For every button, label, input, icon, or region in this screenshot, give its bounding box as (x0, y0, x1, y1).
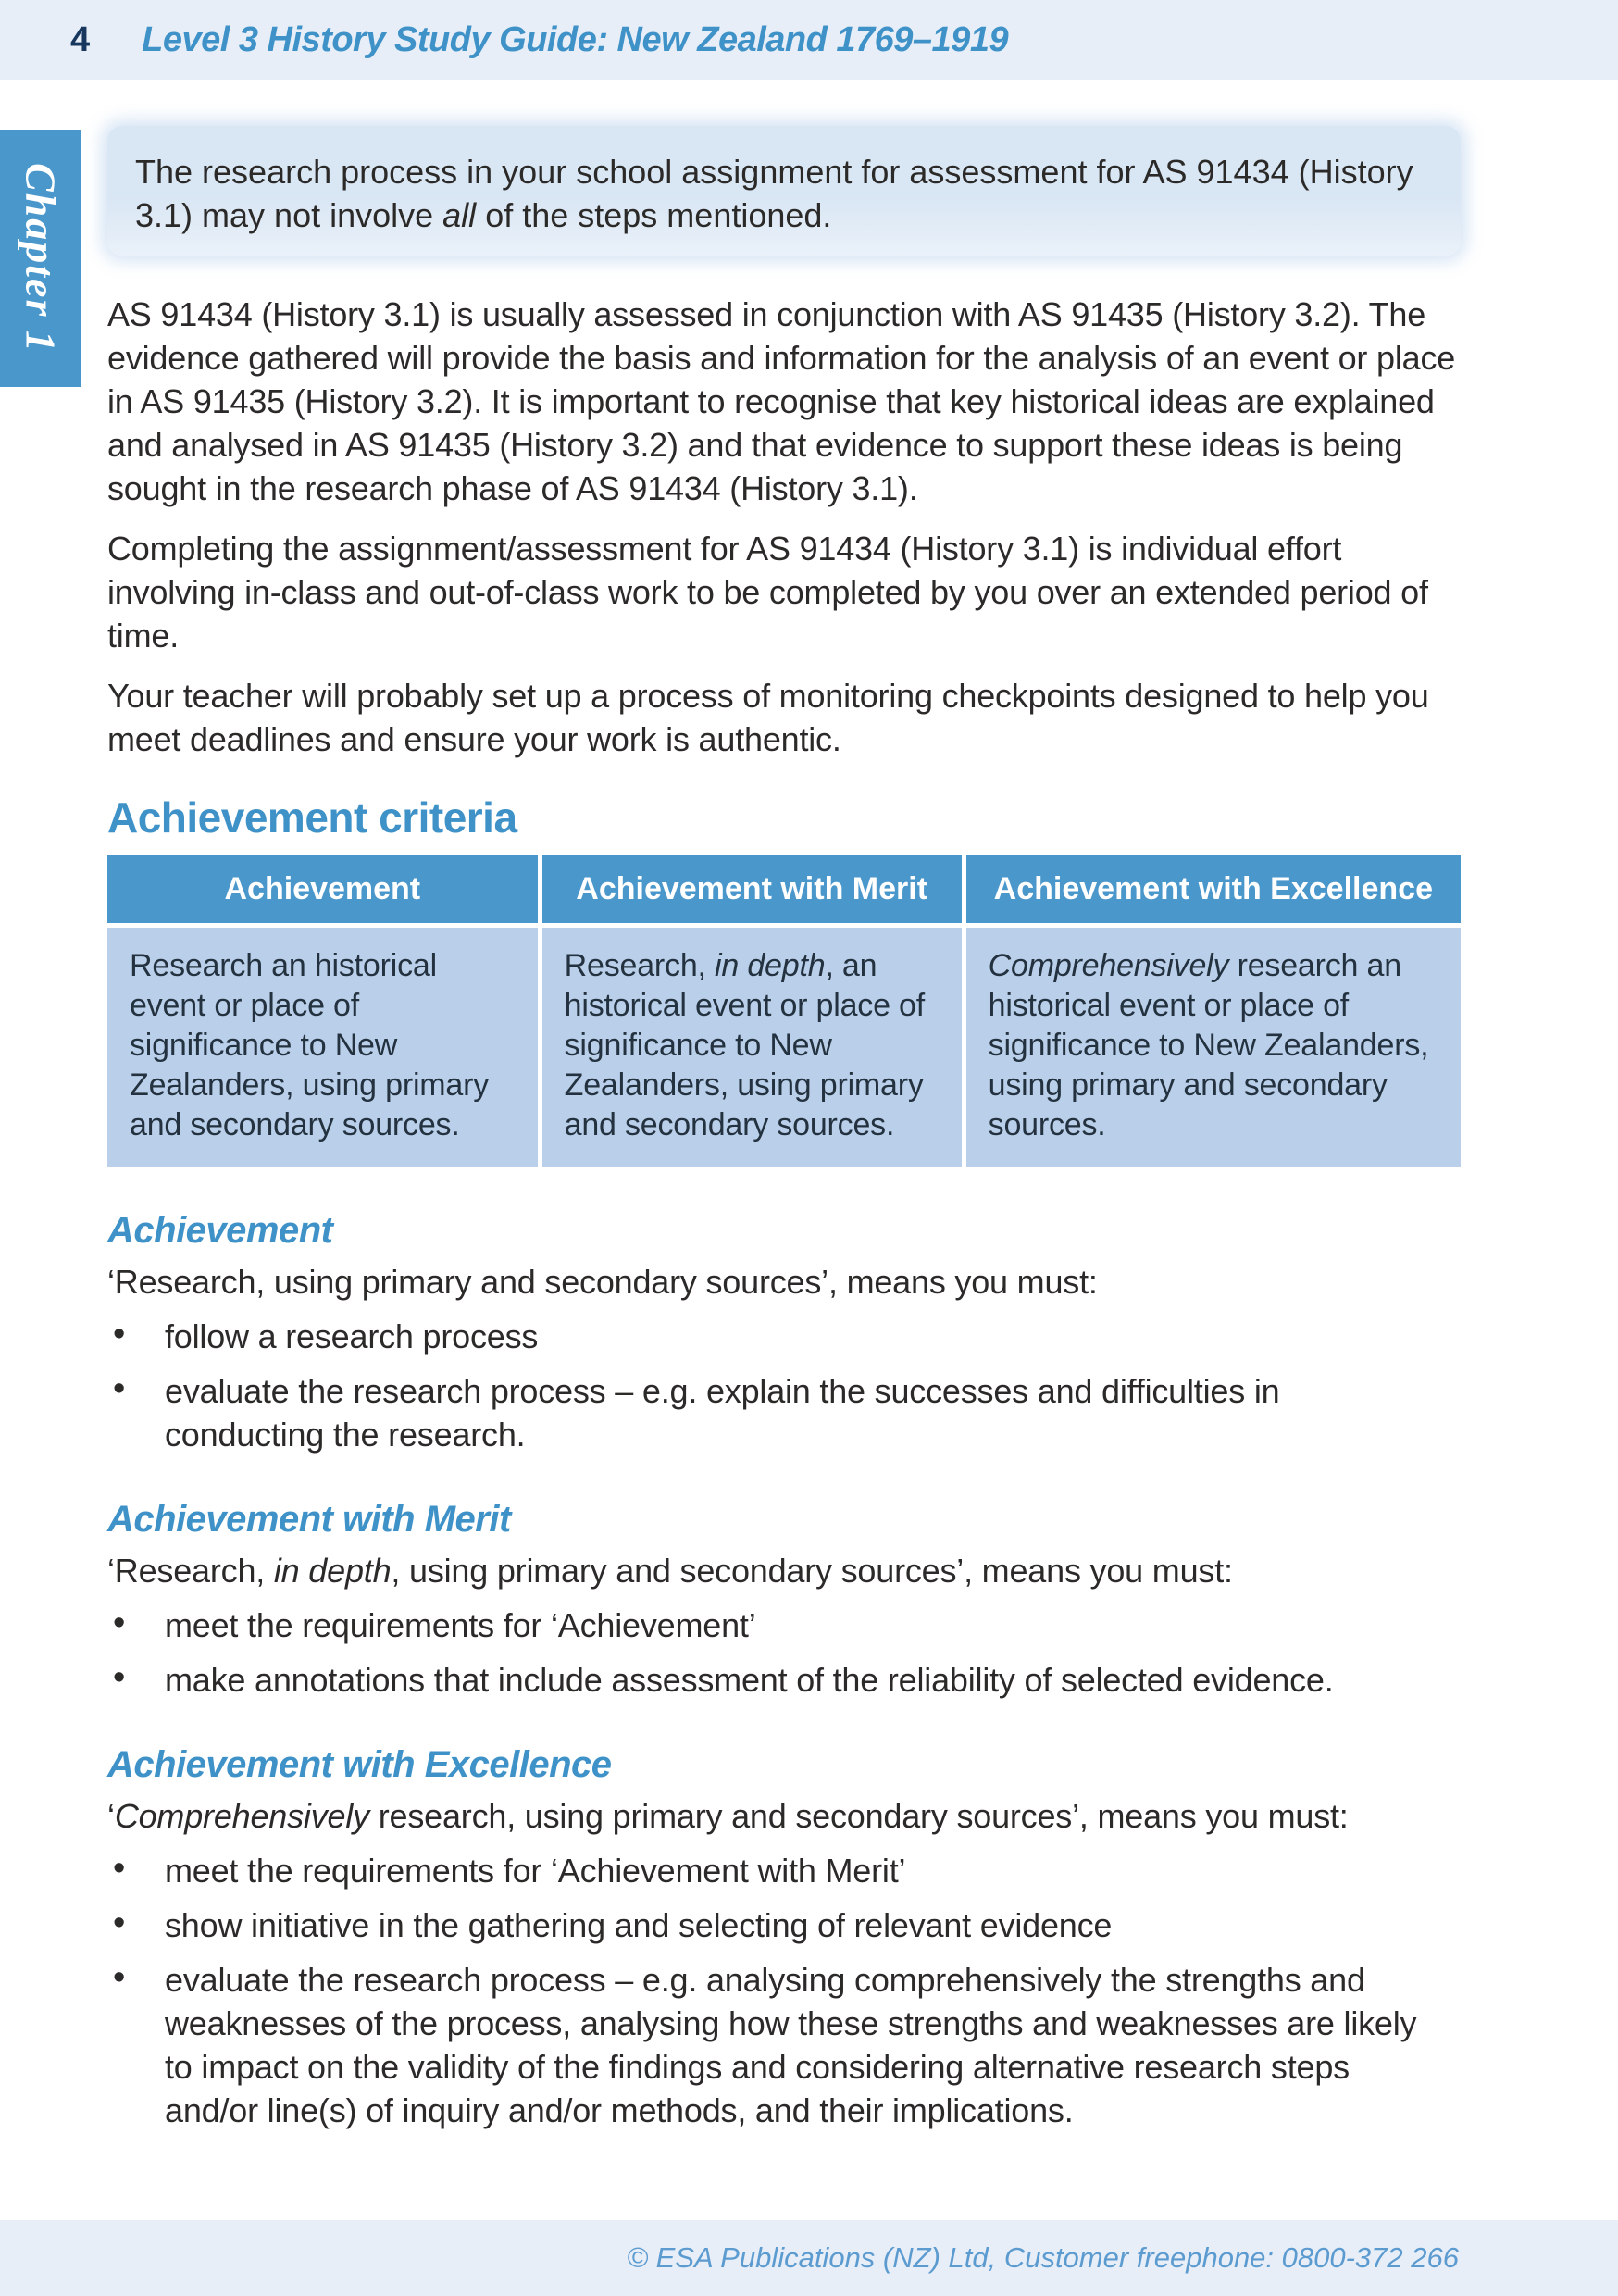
intro-text-pre: ‘ (107, 1797, 115, 1835)
cell-text-post: , an historical event or place of significance to New Zealanders, using primary and secondary sources. (564, 948, 926, 1142)
note-callout-text (135, 150, 1433, 237)
section-intro (107, 1549, 1461, 1592)
section-achievement (107, 1210, 1461, 1456)
note-callout (107, 126, 1461, 256)
intro-text-post: , using primary and secondary sources’, means you must: (391, 1552, 1233, 1590)
table-header-excellence: Achievement with Excellence (966, 855, 1461, 923)
cell-text-pre: Research an historical event or place of significance to New Zealanders, using primary and secondary sources. (130, 948, 490, 1142)
table-cell-merit (542, 928, 962, 1167)
copyright-text: © ESA Publications (NZ) Ltd, Customer freephone: 0800-372 266 (627, 2241, 1459, 2274)
intro-text-pre: ‘Research, (107, 1552, 274, 1590)
subheading-achievement: Achievement (107, 1210, 333, 1251)
page-header-band (0, 0, 1618, 80)
subheading-achievement-merit: Achievement with Merit (107, 1499, 511, 1540)
bullet-item: • meet the requirements for ‘Achievement with Merit’ (107, 1849, 1422, 1892)
bullet-item: • evaluate the research process – e.g. analysing comprehensively the strengths and weaknesses of the process, analysing how these strengths and weaknesses are likely to impact on the validity of the findings and considering alternative research steps and/or line(s) of inquiry and/or methods, and their implications. (107, 1958, 1422, 2132)
achievement-criteria-table (107, 855, 1461, 1167)
bullet-item: • make annotations that include assessment of the reliability of selected evidence. (107, 1658, 1422, 1702)
intro-text-post: research, using primary and secondary sources’, means you must: (368, 1797, 1349, 1835)
page-number: 4 (70, 19, 91, 59)
table-header-merit: Achievement with Merit (542, 855, 962, 923)
bullet-list (107, 1603, 1461, 1702)
body-paragraph: Completing the assignment/assessment for AS 91434 (History 3.1) is individual effort involving in-class and out-of-class work to be completed by you over an extended period of time. (107, 530, 1428, 655)
section-title-achievement-criteria: Achievement criteria (107, 793, 517, 842)
bullet-list (107, 1849, 1461, 2132)
table-cell-excellence (966, 928, 1461, 1167)
section-intro (107, 1260, 1461, 1304)
bullet-item: • meet the requirements for ‘Achievement’ (107, 1603, 1422, 1647)
table-header-achievement: Achievement (107, 855, 538, 923)
section-achievement-merit (107, 1499, 1461, 1702)
bullet-item: • follow a research process (107, 1315, 1422, 1358)
callout-text-pre: The research process in your school assignment for assessment for AS 91434 (History 3.1) may not involve (135, 153, 1413, 234)
cell-text-italic: in depth (715, 948, 826, 983)
cell-text-italic: Comprehensively (988, 948, 1229, 983)
cell-text-post: research an historical event or place of significance to New Zealanders, using primary and secondary sources. (988, 948, 1429, 1142)
page-footer-band (0, 2220, 1618, 2296)
body-paragraph: Your teacher will probably set up a process of monitoring checkpoints designed to help you meet deadlines and ensure your work is authentic. (107, 677, 1429, 758)
section-achievement-excellence (107, 1744, 1461, 2132)
section-intro (107, 1794, 1461, 1838)
intro-text-pre: ‘Research, using primary and secondary sources’, means you must: (107, 1263, 1098, 1301)
intro-text-italic: Comprehensively (114, 1797, 369, 1835)
bullet-item: • evaluate the research process – e.g. explain the successes and difficulties in conducting the research. (107, 1369, 1422, 1456)
bullet-item: • show initiative in the gathering and selecting of relevant evidence (107, 1903, 1422, 1947)
table-cell-achievement (107, 928, 538, 1167)
callout-text-post: of the steps mentioned. (476, 196, 832, 234)
body-paragraph: AS 91434 (History 3.1) is usually assessed in conjunction with AS 91435 (History 3.2). The evidence gathered will provide the basis and information for the analysis of an event or place in AS 91435 (History 3.2). It is important to recognise that key historical ideas are explained and analysed in AS 91435 (History 3.2) and that evidence to support these ideas is being sought in the research phase of AS 91434 (History 3.1). (107, 295, 1456, 507)
page-title: Level 3 History Study Guide: New Zealand 1769–1919 (142, 19, 1009, 59)
bullet-list (107, 1315, 1461, 1456)
callout-text-italic: all (442, 196, 477, 234)
chapter-tab-label: Chapter 1 (17, 163, 65, 354)
chapter-tab (0, 130, 81, 387)
cell-text-pre: Research, (564, 948, 716, 983)
subheading-achievement-excellence: Achievement with Excellence (107, 1744, 612, 1785)
intro-text-italic: in depth (273, 1552, 392, 1590)
page-content (107, 80, 1461, 2132)
